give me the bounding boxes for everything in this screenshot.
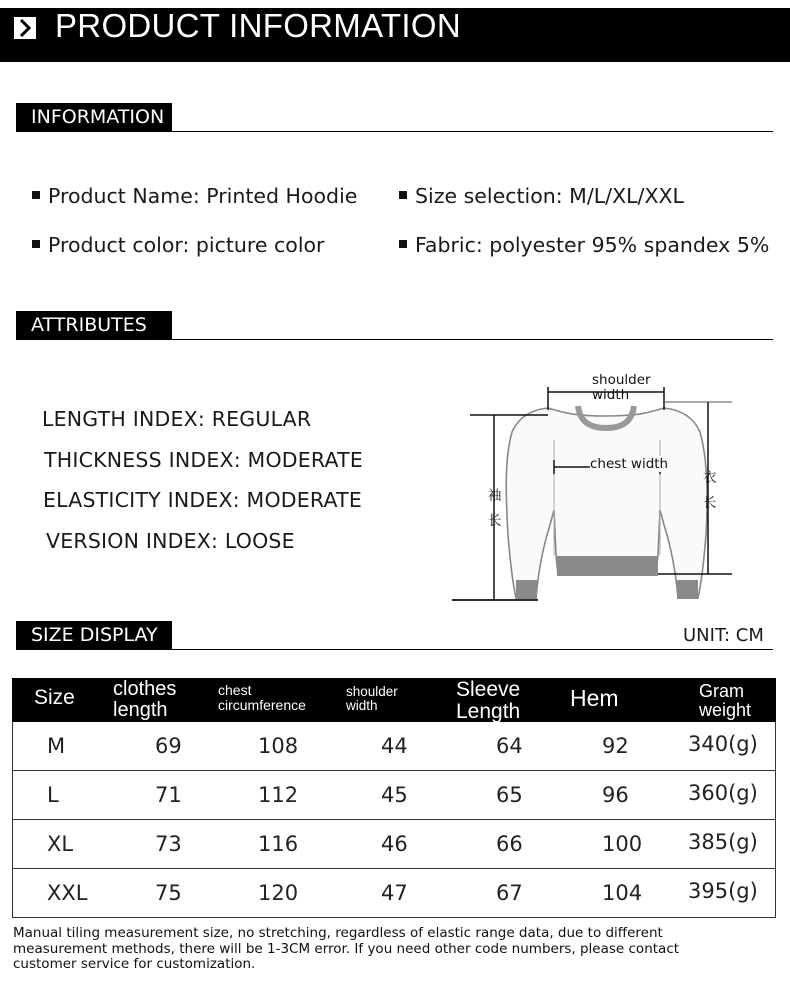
cell-shoulder: 47 — [381, 881, 408, 905]
cell-hem: 96 — [602, 783, 629, 807]
cell-weight: 360(g) — [688, 781, 758, 805]
cell-shoulder: 46 — [381, 832, 408, 856]
sleeve-length-label: 长 — [488, 513, 502, 529]
cell-size: XL — [47, 832, 74, 856]
cell-length: 75 — [155, 881, 182, 905]
unit-label: UNIT: CM — [683, 625, 764, 646]
section-divider — [16, 131, 773, 132]
attribute-thickness: THICKNESS INDEX: MODERATE — [44, 448, 364, 472]
cell-weight: 340(g) — [688, 732, 758, 756]
header-chest: circumference — [218, 697, 306, 713]
header-length: clothes — [113, 678, 177, 700]
table-row — [12, 820, 776, 869]
table-row — [12, 869, 776, 918]
cell-chest: 112 — [258, 783, 299, 807]
cell-size: M — [47, 734, 66, 758]
info-item — [399, 233, 769, 257]
chevron-right-icon — [14, 17, 36, 39]
cell-length: 69 — [155, 734, 182, 758]
header-gram: weight — [699, 700, 752, 720]
table-header — [12, 678, 776, 722]
cell-size: XXL — [47, 881, 88, 905]
header-gram: Gram — [699, 681, 744, 701]
cell-size: L — [47, 783, 59, 807]
page-title: PRODUCT INFORMATION — [55, 7, 461, 44]
header-sleeve: Length — [456, 700, 521, 723]
sleeve-length-label: 袖 — [488, 488, 502, 504]
cell-chest: 108 — [258, 734, 299, 758]
cell-chest: 120 — [258, 881, 299, 905]
header-shoulder: width — [346, 698, 378, 713]
header-shoulder: shoulder — [346, 684, 398, 699]
cell-weight: 395(g) — [688, 879, 758, 903]
info-item — [32, 233, 325, 257]
header-size: Size — [34, 686, 75, 709]
cell-sleeve: 64 — [496, 734, 523, 758]
section-tab-information: INFORMATION — [16, 103, 172, 132]
chest-label: chest width — [590, 456, 669, 472]
info-item-text: Product color: picture color — [48, 233, 325, 257]
bullet-icon — [399, 240, 407, 248]
section-divider — [16, 339, 773, 340]
section-tab-size-display: SIZE DISPLAY — [16, 621, 172, 650]
cell-weight: 385(g) — [688, 830, 758, 854]
attribute-length: LENGTH INDEX: REGULAR — [42, 407, 312, 431]
section-divider — [16, 649, 773, 650]
attribute-version: VERSION INDEX: LOOSE — [46, 529, 295, 553]
header-hem: Hem — [570, 685, 619, 711]
cell-length: 73 — [155, 832, 182, 856]
cell-sleeve: 65 — [496, 783, 523, 807]
info-item-text: Product Name: Printed Hoodie — [48, 184, 358, 208]
body-length-label: 衣 — [703, 470, 717, 486]
header-sleeve: Sleeve — [456, 678, 521, 701]
table-row — [12, 771, 776, 820]
info-item-text: Size selection: M/L/XL/XXL — [415, 184, 684, 208]
cell-hem: 92 — [602, 734, 629, 758]
header-length: length — [113, 699, 168, 721]
size-table — [12, 678, 776, 920]
cell-hem: 100 — [602, 832, 643, 856]
cell-length: 71 — [155, 783, 182, 807]
bullet-icon — [32, 191, 40, 199]
shoulder-label: shoulder — [592, 372, 651, 388]
body-length-label: 长 — [703, 495, 717, 511]
cell-chest: 116 — [258, 832, 299, 856]
measurement-note: Manual tiling measurement size, no stretching, regardless of elastic range data, due to different measurement methods, there will be 1-3CM error. If you need other code numbers, please contact customer service for customization. — [13, 925, 680, 972]
cell-hem: 104 — [602, 881, 643, 905]
cell-sleeve: 67 — [496, 881, 523, 905]
section-tab-attributes: ATTRIBUTES — [16, 311, 172, 340]
cell-shoulder: 44 — [381, 734, 408, 758]
bullet-icon — [32, 240, 40, 248]
table-row — [12, 722, 776, 771]
info-item — [399, 184, 684, 208]
shoulder-label: width — [592, 387, 630, 403]
cell-shoulder: 45 — [381, 783, 408, 807]
cell-sleeve: 66 — [496, 832, 523, 856]
header-chest: chest — [218, 682, 252, 698]
info-item-text: Fabric: polyester 95% spandex 5% — [415, 233, 770, 257]
info-item — [32, 184, 357, 208]
attribute-elasticity: ELASTICITY INDEX: MODERATE — [43, 488, 363, 512]
bullet-icon — [399, 191, 407, 199]
